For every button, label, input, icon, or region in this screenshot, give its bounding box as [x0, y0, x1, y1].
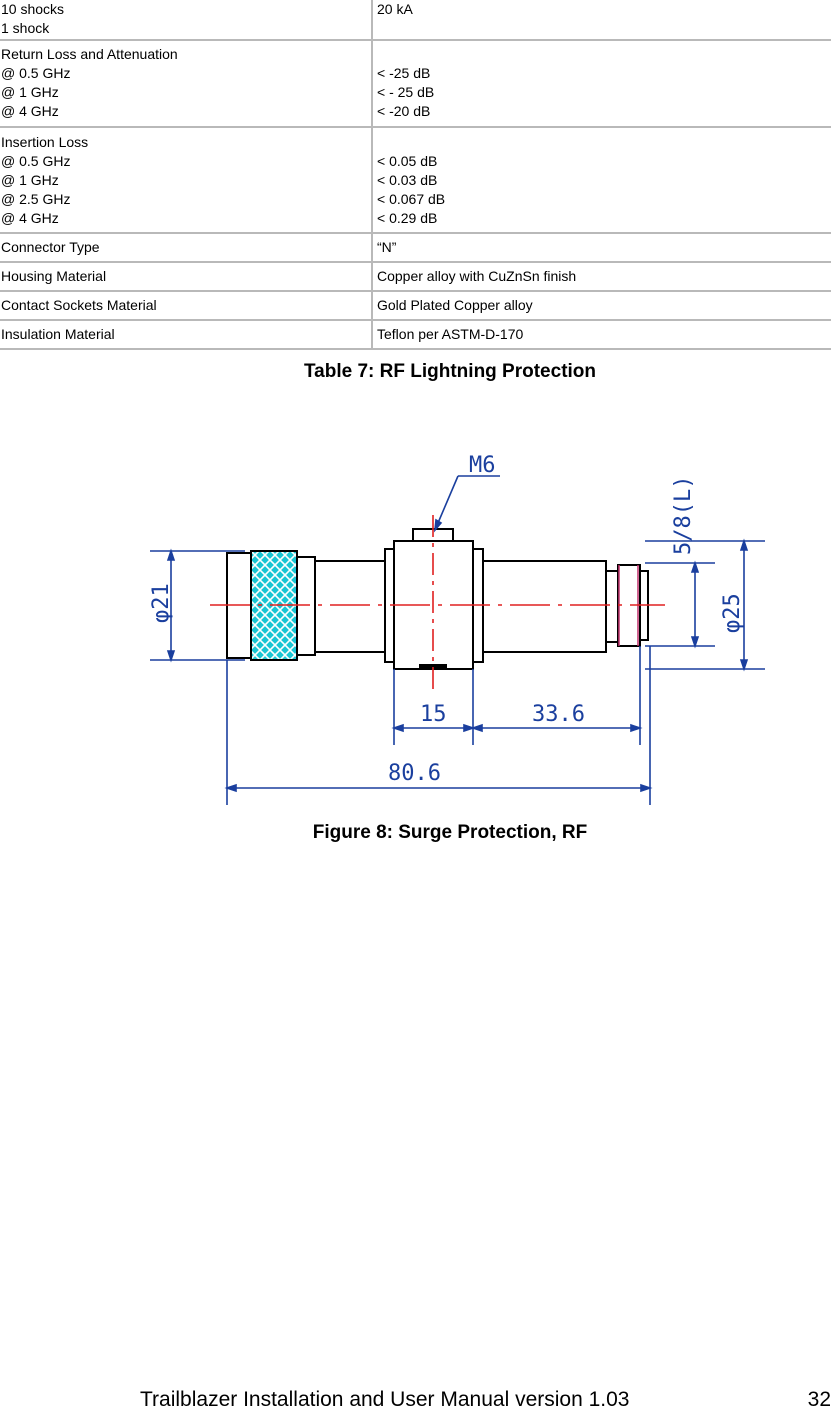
label-m6: M6	[469, 453, 496, 478]
spec-cell: Insertion Loss @ 0.5 GHz @ 1 GHz @ 2.5 GHz @ 4 GHz	[0, 128, 373, 232]
label-33-6: 33.6	[532, 702, 585, 727]
value-cell: Teflon per ASTM-D-170	[377, 326, 524, 342]
document-title: Trailblazer Installation and User Manual version 1.03	[140, 1388, 630, 1411]
surge-protector-drawing	[0, 440, 831, 820]
value-cell: Copper alloy with CuZnSn finish	[377, 268, 577, 284]
spec-cell: Insulation Material	[0, 321, 373, 348]
table-row	[0, 292, 831, 321]
value-cell: < -25 dB < - 25 dB < -20 dB	[377, 65, 435, 119]
table-row	[0, 0, 831, 41]
label-length-l: 5/8(L)	[671, 475, 696, 555]
label-15: 15	[420, 702, 447, 727]
spec-cell: 10 shocks 1 shock	[0, 0, 373, 39]
value-cell: Gold Plated Copper alloy	[377, 297, 533, 313]
table-row	[0, 321, 831, 350]
page-number: 32	[807, 1388, 831, 1411]
table-row	[0, 128, 831, 234]
label-phi21: φ21	[149, 583, 174, 623]
table-row	[0, 41, 831, 128]
value-cell: 20 kA	[377, 1, 413, 17]
table-row	[0, 234, 831, 263]
spec-table	[0, 0, 831, 350]
connector-body	[227, 529, 648, 669]
spec-cell: Return Loss and Attenuation @ 0.5 GHz @ 1 GHz @ 4 GHz	[0, 41, 373, 126]
figure-caption: Figure 8: Surge Protection, RF	[312, 822, 588, 843]
spec-cell: Connector Type	[0, 234, 373, 261]
label-phi25: φ25	[720, 593, 745, 633]
value-cell: “N”	[377, 239, 397, 255]
spec-cell: Contact Sockets Material	[0, 292, 373, 319]
table-row	[0, 263, 831, 292]
table-caption: Table 7: RF Lightning Protection	[303, 361, 597, 382]
value-cell: < 0.05 dB < 0.03 dB < 0.067 dB < 0.29 dB	[377, 153, 446, 226]
spec-cell: Housing Material	[0, 263, 373, 290]
label-80-6: 80.6	[388, 761, 441, 786]
